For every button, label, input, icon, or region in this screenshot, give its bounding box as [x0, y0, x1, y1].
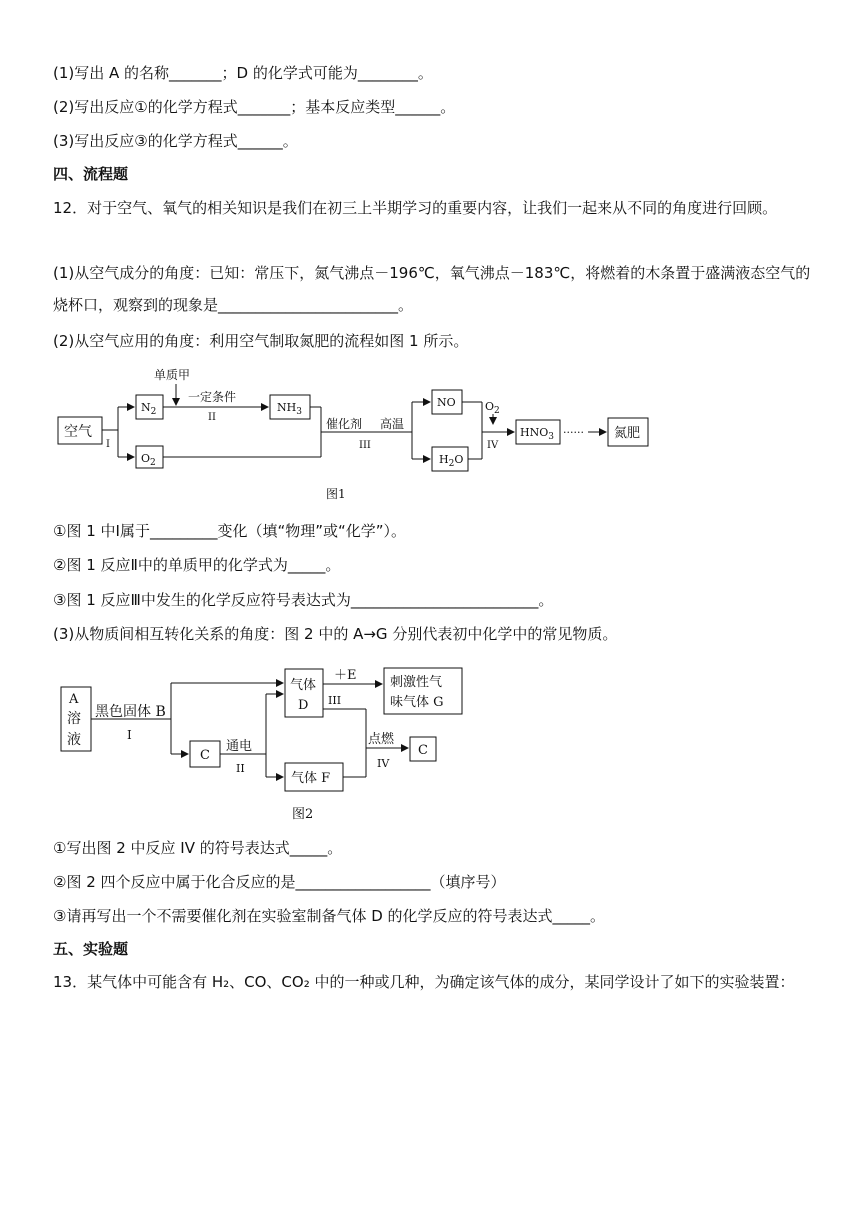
gas-d-line1: 气体	[290, 678, 317, 693]
step3-label: III	[328, 694, 342, 707]
q12-fig2-question3: ③请再写出一个不需要催化剂在实验室制备气体 D 的化学反应的符号表达式_____。	[53, 907, 606, 925]
q12-part1: (1)从空气成分的角度：已知：常压下，氮气沸点－196℃，氧气沸点－183℃，将燃着的木条置于盛满液态空气的烧杯口，观察到的现象是________________________。	[53, 264, 811, 314]
q12-question2: ②图 1 反应Ⅱ中的单质甲的化学式为_____。	[53, 556, 341, 574]
q12-intro: 12．对于空气、氧气的相关知识是我们在初三上半期学习的重要内容，让我们一起来从不同的角度进行回顾。	[53, 199, 778, 217]
gas-f-label: 气体 F	[291, 771, 331, 786]
svg-text:HNO3	[520, 426, 554, 442]
q11-part3: (3)写出反应③的化学方程式______。	[53, 132, 298, 150]
plus-e-label: ＋E	[334, 668, 357, 683]
q13-text: 13．某气体中可能含有 H₂、CO、CO₂ 中的一种或几种，为确定该气体的成分，某同学设计了如下的实验装置：	[53, 973, 795, 991]
hno3-subscript: 3	[548, 432, 554, 442]
svg-text:H2O	[439, 453, 463, 469]
section4-title: 四、流程题	[53, 165, 129, 183]
catalyst-label: 催化剂	[326, 417, 363, 431]
o2-box-label: O	[141, 452, 151, 465]
q12-question3: ③图 1 反应Ⅲ中发生的化学反应符号表达式为_________________________。	[53, 591, 554, 609]
o2-arrow-label: O	[485, 400, 495, 413]
figure1-caption: 图1	[326, 487, 346, 501]
step4-label: IV	[487, 440, 499, 451]
no-label: NO	[437, 396, 456, 409]
step2-label: II	[236, 762, 245, 775]
gas-d-line2: D	[298, 698, 309, 713]
c-label: C	[200, 748, 210, 763]
q12-part3: (3)从物质间相互转化关系的角度：图 2 中的 A→G 分别代表初中化学中的常见物质。	[53, 625, 618, 643]
nh3-subscript: 3	[296, 407, 302, 417]
o2-box-subscript: 2	[150, 458, 156, 468]
n2-subscript: 2	[150, 407, 157, 417]
n2-label: N	[141, 401, 151, 414]
figure2-caption: 图2	[292, 807, 314, 822]
a-label-line3: 液	[67, 732, 81, 748]
step2-label: II	[208, 412, 216, 423]
h2o-subscript: 2	[448, 459, 455, 469]
svg-text:NH3	[277, 401, 302, 417]
q12-fig2-question1: ①写出图 2 中反应 IV 的符号表达式_____。	[53, 839, 343, 857]
svg-text:N2	[141, 401, 156, 417]
svg-text:O2	[141, 452, 156, 468]
element-jia-label: 单质甲	[154, 368, 191, 382]
step3-label: III	[359, 440, 371, 451]
a-label-line1: A	[69, 692, 79, 707]
o2-arrow-subscript: 2	[494, 406, 500, 416]
black-solid-label: 黑色固体 B	[95, 704, 166, 720]
gas-g-line1: 刺激性气	[390, 675, 443, 690]
figure1-flowchart	[50, 362, 690, 507]
gas-g-line2: 味气体 G	[390, 695, 444, 710]
step1-label: I	[106, 439, 110, 450]
q12-part2: (2)从空气应用的角度：利用空气制取氮肥的流程如图 1 所示。	[53, 332, 469, 350]
h2o-tail: O	[454, 453, 464, 466]
step1-label: I	[127, 728, 132, 742]
svg-text:O2	[485, 400, 500, 416]
figure2-relation-diagram	[50, 660, 470, 825]
fertilizer-label: 氮肥	[614, 426, 641, 441]
electrolysis-label: 通电	[226, 739, 253, 754]
ellipsis-dots: ······	[563, 426, 584, 439]
hno3-label: HNO	[520, 426, 549, 439]
section5-title: 五、实验题	[53, 940, 129, 958]
high-temp-label: 高温	[380, 417, 405, 431]
h2o-label: H	[439, 453, 449, 466]
step4-label: IV	[377, 757, 390, 770]
c-result-label: C	[418, 743, 428, 758]
q11-part1: (1)写出 A 的名称_______；D 的化学式可能为________。	[53, 64, 433, 82]
condition-label: 一定条件	[188, 390, 237, 404]
q11-part2: (2)写出反应①的化学方程式_______；基本反应类型______。	[53, 98, 456, 116]
q12-fig2-question2: ②图 2 四个反应中属于化合反应的是__________________（填序号）	[53, 873, 506, 891]
q12-question1: ①图 1 中Ⅰ属于_________变化（填“物理”或“化学”）。	[53, 522, 407, 540]
air-label: 空气	[64, 424, 92, 440]
a-label-line2: 溶	[67, 711, 81, 727]
ignite-label: 点燃	[368, 732, 395, 747]
nh3-label: NH	[277, 401, 297, 414]
